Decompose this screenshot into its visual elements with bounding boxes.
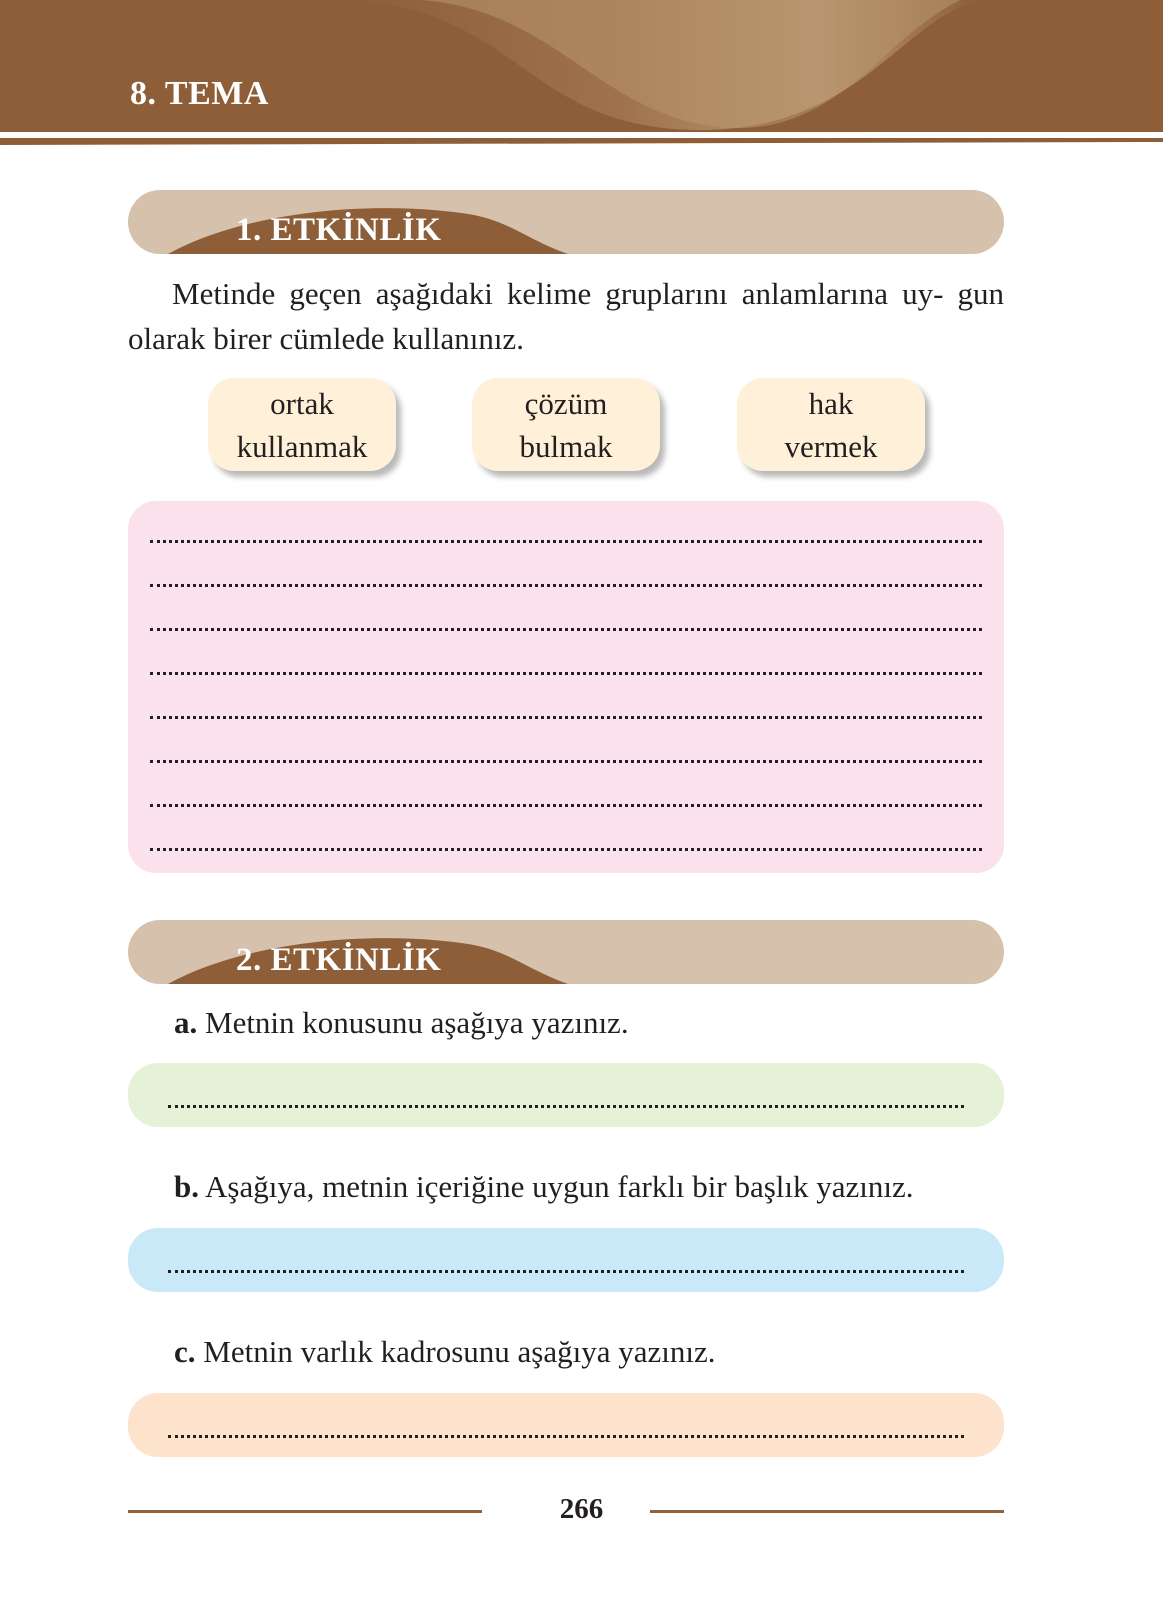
word-card	[208, 378, 396, 471]
answer-line[interactable]	[150, 672, 982, 675]
page-number: 266	[559, 1493, 604, 1525]
instruction-text: Metinde geçen aşağıdaki kelime gruplarını anlamlarına uy- gun olarak birer cümlede kullanınız.	[128, 276, 1004, 356]
activity-1-instruction	[128, 271, 1004, 361]
activity-1-title: 1. ETKİNLİK	[236, 212, 442, 248]
word-card-line: ortak	[270, 385, 334, 421]
question-text: Metnin konusunu aşağıya yazınız.	[197, 1005, 629, 1040]
word-card-line: vermek	[784, 428, 878, 464]
word-card-line: bulmak	[519, 428, 613, 464]
question-c	[174, 1332, 715, 1372]
question-letter: a.	[174, 1005, 198, 1040]
activity-1-heading	[128, 190, 1004, 254]
answer-box-b[interactable]	[128, 1228, 1004, 1292]
answer-box-a[interactable]	[128, 1063, 1004, 1127]
answer-line[interactable]	[150, 760, 982, 763]
activity-2-title: 2. ETKİNLİK	[236, 942, 442, 978]
activity-2-heading	[128, 920, 1004, 984]
word-card	[472, 378, 660, 471]
answer-box-c[interactable]	[128, 1393, 1004, 1457]
word-card	[737, 378, 925, 471]
answer-line[interactable]	[150, 540, 982, 543]
word-card-line: kullanmak	[236, 428, 368, 464]
word-card-line: çözüm	[524, 385, 608, 421]
question-text: Aşağıya, metnin içeriğine uygun farklı bir başlık yazınız.	[199, 1169, 914, 1204]
question-a	[174, 1003, 629, 1043]
answer-line[interactable]	[168, 1105, 964, 1108]
theme-title: 8. TEMA	[130, 75, 269, 112]
question-letter: c.	[174, 1334, 196, 1369]
answer-line[interactable]	[150, 848, 982, 851]
answer-line[interactable]	[150, 716, 982, 719]
answer-line[interactable]	[150, 584, 982, 587]
answer-line[interactable]	[168, 1270, 964, 1273]
question-b	[174, 1167, 914, 1207]
answer-area[interactable]	[128, 501, 1004, 873]
word-card-line: hak	[808, 385, 854, 421]
answer-line[interactable]	[168, 1435, 964, 1438]
answer-line[interactable]	[150, 804, 982, 807]
answer-line[interactable]	[150, 628, 982, 631]
question-letter: b.	[174, 1169, 199, 1204]
question-text: Metnin varlık kadrosunu aşağıya yazınız.	[195, 1334, 716, 1369]
